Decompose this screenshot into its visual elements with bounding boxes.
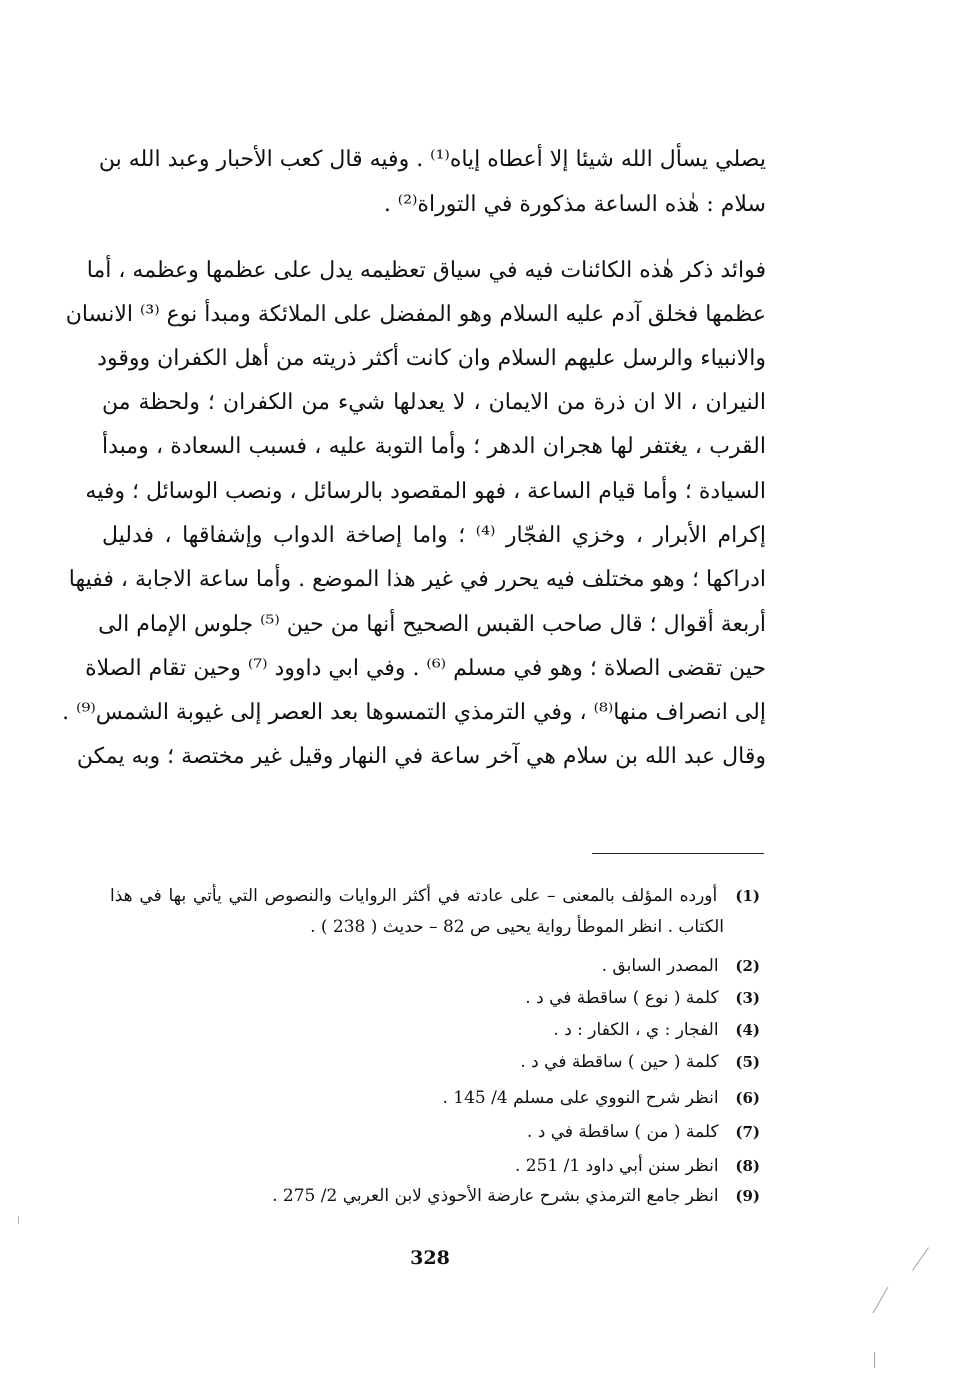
footnote <box>110 1016 760 1044</box>
body-line: فوائد ذكر هٰذه الكائنات فيه في سياق تعظيمه يدل على عظمها وعظمه ، أما <box>86 258 766 283</box>
body-line: القرب ، يغتفر لها هجران الدهر ؛ وأما التوبة عليه ، فسبب السعادة ، ومبدأ <box>102 434 766 459</box>
body-line: يصلي يسأل الله شيئا إلا أعطاه إياه⁽¹⁾ . وفيه قال كعب الأحبار وعبد الله بن <box>98 147 766 172</box>
footnote <box>110 1182 760 1210</box>
scan-artifact <box>912 1247 929 1271</box>
page-number: 328 <box>410 1247 450 1269</box>
body-line: والانبياء والرسل عليهم السلام وان كانت أكثر ذريته من أهل الكفران ووقود <box>97 346 766 371</box>
body-line: حين تقضى الصلاة ؛ وهو في مسلم ⁽⁶⁾ . وفي ابي داوود ⁽⁷⁾ وحين تقام الصلاة <box>85 656 766 681</box>
footnote-text: المصدر السابق . <box>601 956 719 976</box>
footnote <box>110 952 760 980</box>
body-line: وقال عبد الله بن سلام هي آخر ساعة في النهار وقيل غير مختصة ؛ وبه يمكن <box>76 744 766 769</box>
body-line: النيران ، الا ان ذرة من الايمان ، لا يعدلها شيء من الكفران ؛ ولحظة من <box>102 390 766 415</box>
footnote <box>110 1152 760 1180</box>
footnote <box>110 1048 760 1076</box>
footnote-text: أورده المؤلف بالمعنى – على عادته في أكثر الروايات والنصوص التي يأتي بها في هذا <box>110 886 718 906</box>
footnote-number: (1) <box>735 887 761 905</box>
footnote <box>110 1084 760 1112</box>
footnote-number: (4) <box>735 1021 760 1039</box>
body-line: عظمها فخلق آدم عليه السلام وهو المفضل على الملائكة ومبدأ نوع ⁽³⁾ الانسان <box>65 302 766 327</box>
footnote-text: انظر جامع الترمذي بشرح عارضة الأحوذي لابن العربي 2/ 275 . <box>272 1186 719 1206</box>
footnote <box>110 882 760 910</box>
body-line: إكرام الأبرار ، وخزي الفجّار ⁽⁴⁾ ؛ واما إصاخة الدواب وإشفاقها ، فدليل <box>102 523 766 548</box>
scan-artifact <box>18 1216 19 1224</box>
footnote-number: (9) <box>735 1187 760 1205</box>
footnote-number: (3) <box>735 989 760 1007</box>
footnote-continuation: الكتاب . انظر الموطأ رواية يحيى ص 82 – حديث ( 238 ) . <box>310 917 724 937</box>
body-line: أربعة أقوال ؛ قال صاحب القبس الصحيح أنها من حين ⁽⁵⁾ جلوس الإمام الى <box>98 612 766 637</box>
body-line: السيادة ؛ وأما قيام الساعة ، فهو المقصود بالرسائل ، ونصب الوسائل ؛ وفيه <box>85 479 766 504</box>
footnote <box>110 984 760 1012</box>
footnote-text: كلمة ( حين ) ساقطة في د . <box>520 1052 719 1072</box>
footnote-number: (7) <box>735 1123 760 1141</box>
body-line: إلى انصراف منها⁽⁸⁾ ، وفي الترمذي التمسوها بعد العصر إلى غيوبة الشمس⁽⁹⁾ . <box>62 700 766 725</box>
footnote-separator <box>592 853 764 854</box>
footnote-number: (2) <box>735 957 760 975</box>
footnote-number: (8) <box>735 1157 760 1175</box>
body-line: ادراكها ؛ وهو مختلف فيه يحرر في غير هذا الموضع . وأما ساعة الاجابة ، ففيها <box>68 567 766 592</box>
scan-artifact <box>874 1352 875 1368</box>
footnote-text: الفجار : ي ، الكفار : د . <box>553 1020 719 1040</box>
footnote-text: انظر سنن أبي داود 1/ 251 . <box>514 1156 719 1176</box>
footnote-text: كلمة ( من ) ساقطة في د . <box>526 1122 719 1142</box>
footnote-text: كلمة ( نوع ) ساقطة في د . <box>525 988 719 1008</box>
footnote-text: انظر شرح النووي على مسلم 4/ 145 . <box>442 1088 719 1108</box>
footnote <box>110 1118 760 1146</box>
scan-artifact <box>873 1287 889 1313</box>
footnote-number: (5) <box>735 1053 760 1071</box>
footnote-number: (6) <box>735 1089 760 1107</box>
body-line: سلام : هٰذه الساعة مذكورة في التوراة⁽²⁾ . <box>383 192 766 217</box>
